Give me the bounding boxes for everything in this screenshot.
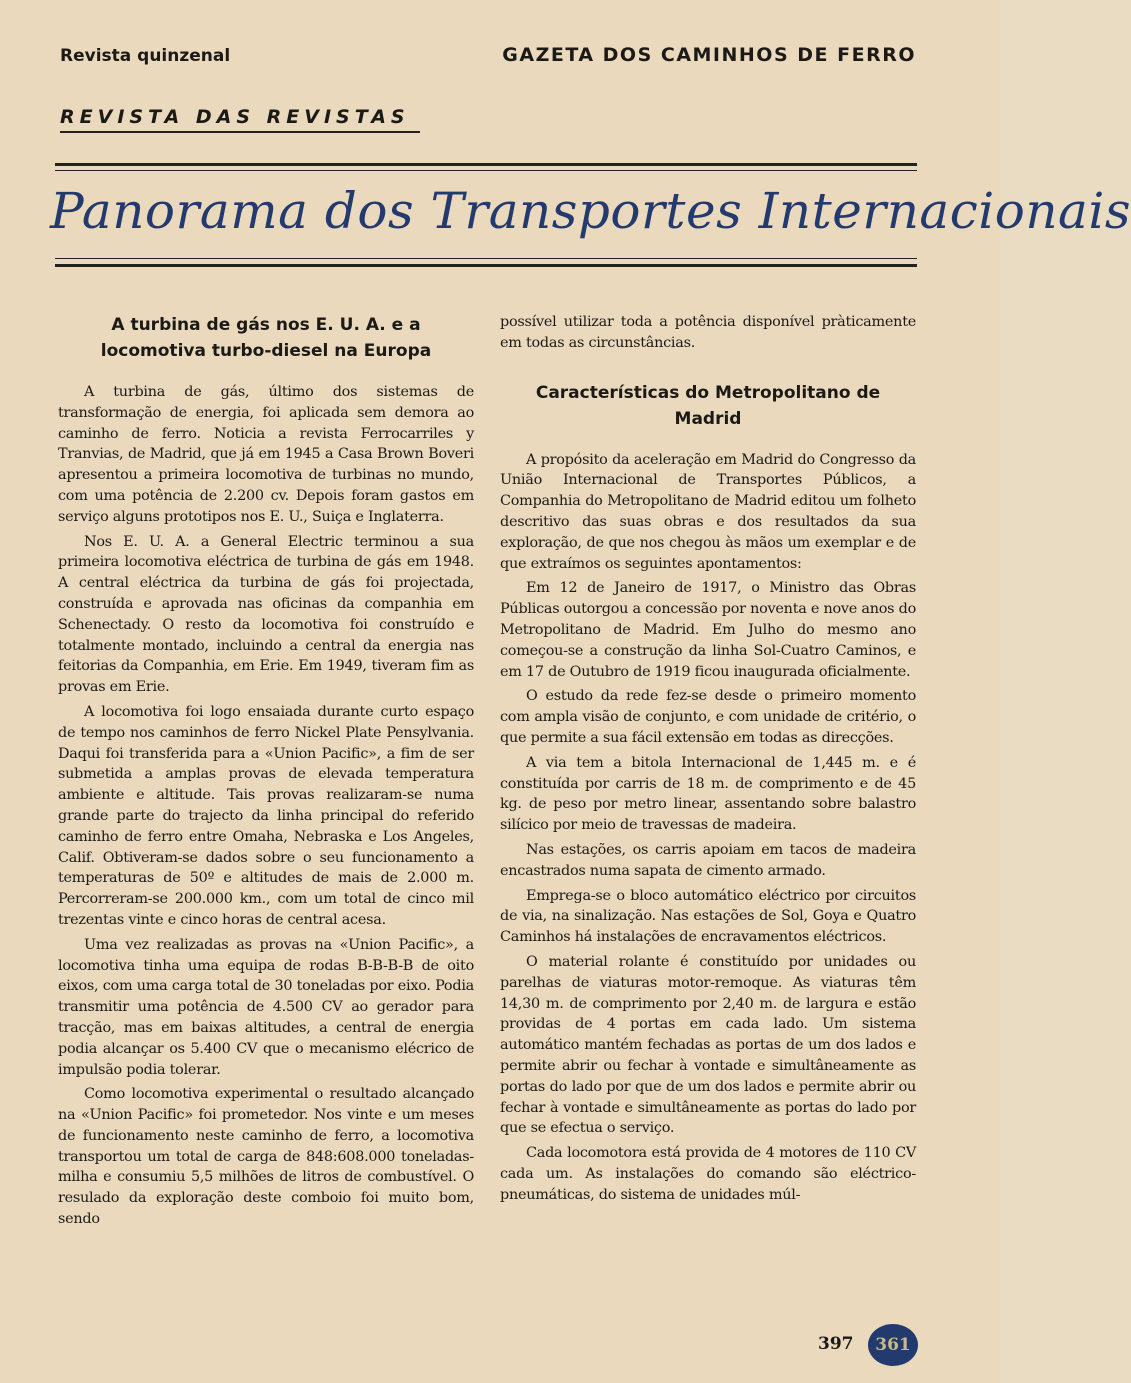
article-heading-turbina: A turbina de gás nos E. U. A. e a locomotiva turbo-diesel na Europa: [100, 315, 432, 361]
paragraph: A turbina de gás, último dos sistemas de transformação de energia, foi aplicada sem demora ao caminho de ferro. Noticia a revista Ferrocarriles y Tranvias, de Madrid, que já em 1945 a Casa Brown Boveri apresentou a primeira locomotiva de turbinas no mundo, com uma potência de 2.200 cv. Depois foram gastos em serviço alguns prototipos nos E. U., Suiça e Inglaterra.: [58, 384, 474, 525]
paragraph: Uma vez realizadas as provas na «Union Pacific», a locomotiva tinha uma equipa de rodas B-B-B-B de oito eixos, com uma carga total de 30 toneladas por eixo. Podia transmitir uma potência de 4.500 CV ao gerador para tracção, mas em baixas altitudes, a central de energia podia alcançar os 5.400 CV que o mecanismo elécrico de impulsão podia tolerar.: [58, 936, 474, 1078]
page-number: 397: [818, 1334, 854, 1354]
banner-rule-bottom-thin: [55, 258, 917, 259]
running-header-left: Revista quinzenal: [60, 46, 231, 66]
paragraph: O material rolante é constituído por unidades ou parelhas de viaturas motor-remoque. As viaturas têm 14,30 m. de comprimento por 2,40 m. de largura e estão providas de 4 portas em cada lado. Um sistema automático mantém fechadas as portas de um dos lados e permite abrir ou fechar à vontade e simultâneamente as portas do lado por que de um dos lados e permite abrir ou fechar à vontade e simultâneamente as portas do lado por que se efectua o serviço.: [500, 953, 916, 1137]
paragraph: Nas estações, os carris apoiam em tacos de madeira encastrados numa sapata de cimento armado.: [500, 841, 916, 879]
right-column: [500, 312, 916, 1209]
section-title: REVISTA DAS REVISTAS: [60, 106, 410, 128]
banner-title: Panorama dos Transportes Internacionais: [50, 182, 1131, 240]
paragraph: Como locomotiva experimental o resultado alcançado na «Union Pacific» foi prometedor. Nos vinte e um meses de funcionamento neste caminho de ferro, a locomotiva transportou um total de carga de 848:608.000 toneladas-milha e consumiu 5,5 milhões de litros de combustível. O resulado da exploração deste comboio foi muito bom, sendo: [58, 1086, 474, 1228]
paragraph: A propósito da aceleração em Madrid do Congresso da União Internacional de Transportes Públicos, a Companhia do Metropolitano de Madrid editou um folheto descritivo das suas obras e dos resultados da sua exploração, de que nos chegou às mãos um exemplar e de que extraímos os seguintes apontamentos:: [500, 451, 916, 572]
paragraph: Nos E. U. A. a General Electric terminou a sua primeira locomotiva eléctrica de turbina de gás em 1948. A central eléctrica da turbina de gás foi projectada, construída e aprovada nas oficinas da companhia em Schenectady. O resto da locomotiva foi construído e totalmente montado, incluindo a central da energia nas feitorias da Companhia, em Erie. Em 1949, tiveram fim as provas em Erie.: [58, 533, 474, 696]
paragraph: Emprega-se o bloco automático eléctrico por circuitos de via, na sinalização. Nas estações de Sol, Goya e Quatro Caminhos há instalações de encravamentos eléctricos.: [500, 887, 916, 946]
paragraph: A locomotiva foi logo ensaiada durante curto espaço de tempo nos caminhos de ferro Nickel Plate Pensylvania. Daqui foi transferida para a «Union Pacific», a fim de ser submetida a amplas provas de elevada temperatura ambiente e altitude. Tais provas realizaram-se numa grande parte do trajecto da linha principal do referido caminho de ferro entre Omaha, Nebraska e Los Angeles, Calif. Obtiveram-se dados sobre o seu funcionamento a temperaturas de 50º e altitudes de mais de 2.000 m. Percorreram-se 200.000 km., com um total de cinco mil trezentas vinte e cinco horas de central acesa.: [58, 703, 474, 928]
banner-rule-top-thin: [55, 170, 917, 171]
running-header-right: GAZETA DOS CAMINHOS DE FERRO: [502, 44, 916, 66]
banner-rule-top: [55, 163, 917, 166]
banner-rule-bottom: [55, 264, 917, 267]
paragraph: A via tem a bitola Internacional de 1,445 m. e é constituída por carris de 18 m. de comprimento e de 45 kg. de peso por metro linear, assentando sobre balastro silícico por meio de travessas de madeira.: [500, 754, 916, 834]
paragraph: Cada locomotora está provida de 4 motores de 110 CV cada um. As instalações do comando são eléctrico-pneumáticas, do sistema de unidades múl-: [500, 1145, 916, 1203]
page-number-stamp: 361: [868, 1324, 918, 1366]
paragraph: Em 12 de Janeiro de 1917, o Ministro das Obras Públicas outorgou a concessão por noventa e nove anos do Metropolitano de Madrid. Em Julho do mesmo ano começou-se a construção da linha Sol-Cuatro Caminos, e em 17 de Outubro de 1919 ficou inaugurada oficialmente.: [500, 580, 916, 680]
section-underline: [60, 131, 420, 133]
paragraph-continuation: possível utilizar toda a potência disponível pràticamente em todas as circunstâncias.: [500, 314, 916, 351]
paragraph: O estudo da rede fez-se desde o primeiro momento com ampla visão de conjunto, e com unidade de critério, o que permite a sua fácil extensão em todas as direcções.: [500, 688, 916, 746]
left-column: [58, 312, 474, 1234]
article-heading-metropolitano: Características do Metropolitano de Madrid: [535, 382, 881, 429]
